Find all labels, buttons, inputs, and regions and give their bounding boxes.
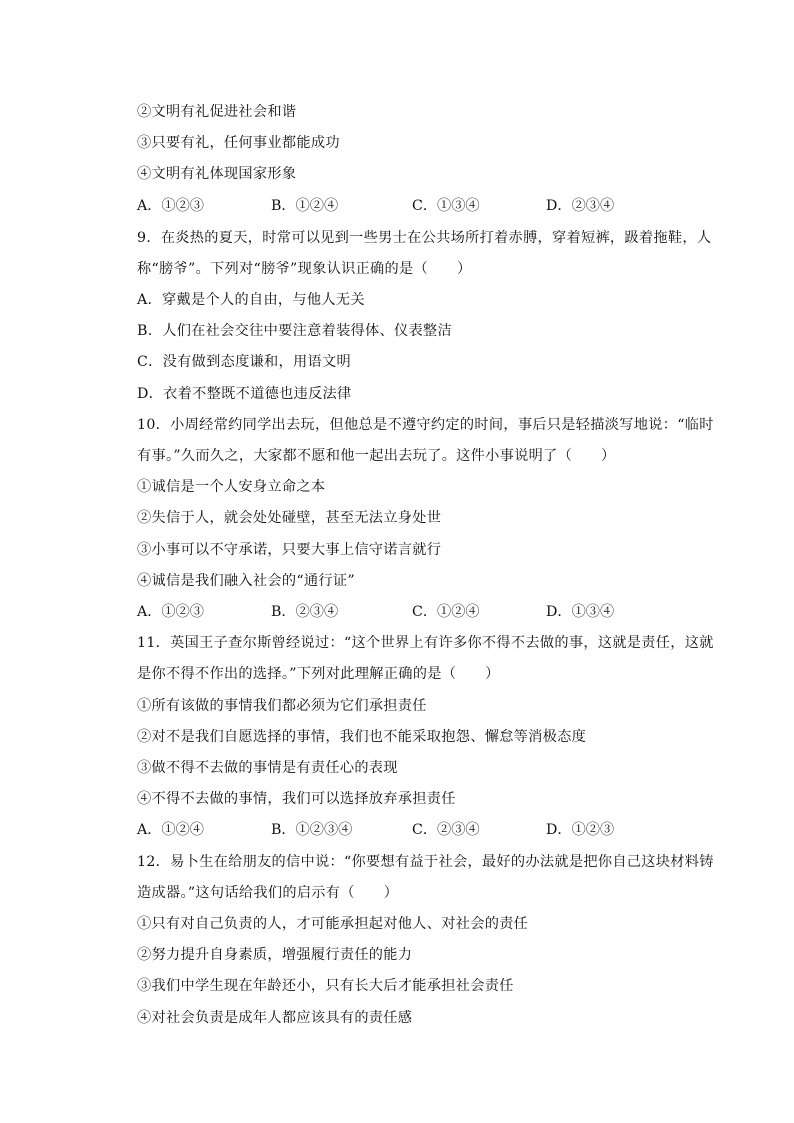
q8-item-3: ③只要有礼，任何事业都能成功	[137, 135, 340, 151]
q9-choice-d: D．衣着不整既不道德也违反法律	[137, 386, 352, 402]
q8-option-b: B．①②④	[271, 198, 339, 214]
q10-option-b: B．②③④	[271, 604, 339, 620]
q8-item-4: ④文明有礼体现国家形象	[137, 166, 297, 182]
q11-item-4: ④不得不去做的事情，我们可以选择放弃承担责任	[137, 791, 456, 807]
q12-item-4: ④对社会负责是成年人都应该具有的责任感	[137, 1010, 413, 1026]
q10-option-c: C．①②④	[412, 604, 480, 620]
q10-stem-line-1: 10．小周经常约同学出去玩，但他总是不遵守约定的时间，事后只是轻描淡写地说：“临时	[137, 417, 714, 433]
q12-item-1: ①只有对自己负责的人，才可能承担起对他人、对社会的责任	[137, 916, 529, 932]
q11-option-a: A．①②④	[137, 822, 204, 838]
q8-option-a: A．①②③	[137, 198, 204, 214]
q12-item-2: ②努力提升自身素质，增强履行责任的能力	[137, 947, 413, 963]
q10-item-2: ②失信于人，就会处处碰壁，甚至无法立身处世	[137, 510, 442, 526]
q10-item-4: ④诚信是我们融入社会的“通行证”	[137, 573, 355, 589]
q11-option-c: C．②③④	[412, 822, 480, 838]
q11-item-1: ①所有该做的事情我们都必须为它们承担责任	[137, 698, 427, 714]
q12-stem-line-1: 12．易卜生在给朋友的信中说：“你要想有益于社会，最好的办法就是把你自己这块材料铸	[137, 854, 714, 870]
q11-item-3: ③做不得不去做的事情是有责任心的表现	[137, 760, 398, 776]
q8-item-2: ②文明有礼促进社会和谐	[137, 104, 297, 120]
q9-choice-c: C．没有做到态度谦和，用语文明	[137, 354, 351, 370]
q12-stem-line-2: 造成器。”这句话给我们的启示有（ ）	[137, 885, 399, 901]
q9-choice-b: B．人们在社会交往中要注意着装得体、仪表整洁	[137, 323, 452, 339]
q11-stem-line-1: 11．英国王子查尔斯曾经说过：“这个世界上有许多你不得不去做的事，这就是责任，这就	[137, 635, 714, 651]
q8-option-d: D．②③④	[546, 198, 615, 214]
q11-option-b: B．①②③④	[271, 822, 353, 838]
q10-option-a: A．①②③	[137, 604, 204, 620]
q11-option-d: D．①②③	[546, 822, 615, 838]
q11-stem-line-2: 是你不得不作出的选择。”下列对此理解正确的是（ ）	[137, 666, 500, 682]
q8-option-c: C．①③④	[412, 198, 480, 214]
q9-choice-a: A．穿戴是个人的自由，与他人无关	[137, 292, 365, 308]
q11-item-2: ②对不是我们自愿选择的事情，我们也不能采取抱怨、懈怠等消极态度	[137, 729, 587, 745]
q9-stem-line-2: 称“膀爷”。下列对“膀爷”现象认识正确的是（ ）	[137, 261, 472, 277]
q9-stem-line-1: 9．在炎热的夏天，时常可以见到一些男士在公共场所打着赤膊，穿着短裤，趿着拖鞋，人	[137, 230, 712, 246]
q12-item-3: ③我们中学生现在年龄还小，只有长大后才能承担社会责任	[137, 978, 514, 994]
q10-item-3: ③小事可以不守承诺，只要大事上信守诺言就行	[137, 542, 442, 558]
q10-option-d: D．①③④	[546, 604, 615, 620]
q10-item-1: ①诚信是一个人安身立命之本	[137, 479, 326, 495]
q10-stem-line-2: 有事。”久而久之，大家都不愿和他一起出去玩了。这件小事说明了（ ）	[137, 448, 616, 464]
